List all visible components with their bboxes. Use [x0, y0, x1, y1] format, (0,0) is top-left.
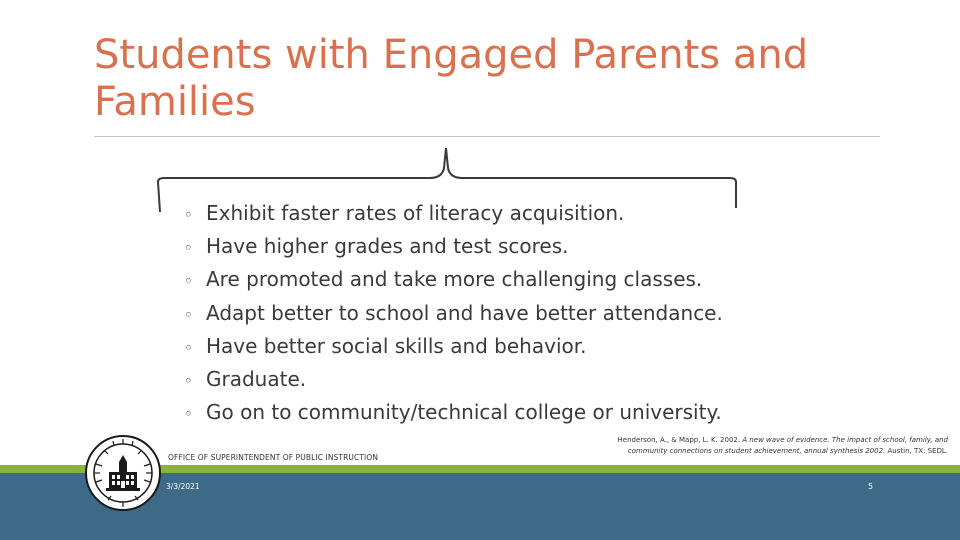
- page-number: 5: [868, 482, 874, 491]
- bullet-marker: ◦: [184, 305, 193, 324]
- list-item: [184, 264, 723, 297]
- citation: [608, 435, 948, 457]
- bullet-text: Graduate.: [206, 367, 307, 392]
- citation-authors: Henderson, A., & Mapp, L. K. 2002.: [617, 436, 741, 444]
- list-item: [184, 331, 723, 364]
- bullet-marker: ◦: [184, 372, 193, 391]
- bullet-text: Are promoted and take more challenging classes.: [206, 267, 703, 292]
- bullet-text: Adapt better to school and have better attendance.: [206, 300, 723, 325]
- title-divider: [94, 136, 880, 137]
- office-label: OFFICE OF SUPERINTENDENT OF PUBLIC INSTRUCTION: [168, 453, 379, 462]
- bullet-marker: ◦: [184, 272, 193, 291]
- bullet-text: Go on to community/technical college or university.: [206, 400, 722, 425]
- list-item: [184, 198, 723, 231]
- bullet-marker: ◦: [184, 239, 193, 258]
- bullet-list: [184, 198, 723, 430]
- bullet-text: Exhibit faster rates of literacy acquisition.: [206, 201, 625, 225]
- bullet-text: Have better social skills and behavior.: [206, 333, 587, 358]
- citation-title: A new wave of evidence. The impact of school, family, and community connections on student achievement, annual synthesis 2002.: [627, 436, 948, 455]
- bullet-marker: ◦: [184, 206, 193, 224]
- bullet-marker: ◦: [184, 405, 193, 424]
- list-item: [184, 298, 723, 331]
- ospi-seal-logo: [84, 434, 162, 512]
- bullet-text: Have higher grades and test scores.: [206, 234, 569, 259]
- bullet-marker: ◦: [184, 338, 193, 357]
- list-item: [184, 397, 723, 430]
- list-item: [184, 364, 723, 397]
- slide-title: [94, 32, 874, 126]
- title-line-1: Students with Engaged Parents and: [94, 32, 809, 78]
- slide-date: 3/3/2021: [166, 482, 200, 491]
- list-item: [184, 231, 723, 264]
- title-line-2: Families: [94, 79, 256, 125]
- citation-publisher: Austin, TX: SEDL.: [887, 447, 948, 455]
